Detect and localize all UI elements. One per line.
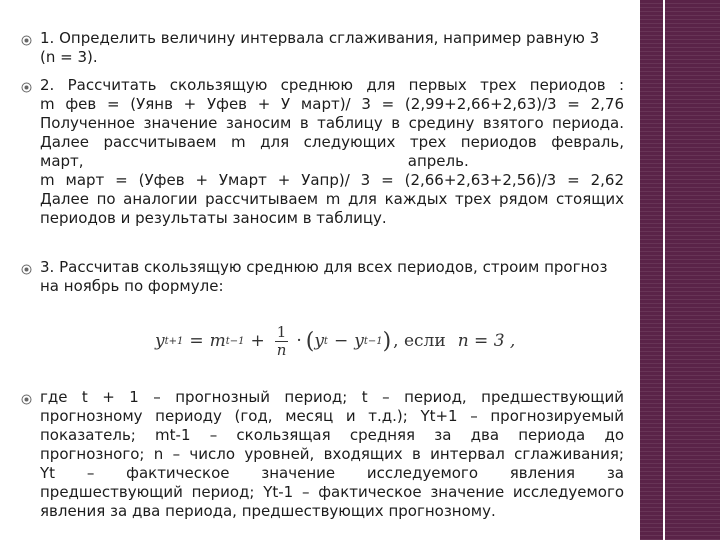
formula-y1-sub: t <box>323 335 328 347</box>
item-line: где t + 1 – прогнозный период; t – период, предшествующий <box>40 388 624 406</box>
formula-fraction <box>275 324 289 359</box>
formula-condition-word: , если <box>393 331 446 351</box>
item-line: 1. Определить величину интервала сглаживания, например равную 3 <box>40 29 600 47</box>
target-bullet-icon <box>21 394 32 405</box>
formula-lhs-var: y <box>155 331 165 351</box>
sidebar-texture <box>640 0 720 540</box>
item-line: периодов и результаты заносим в таблицу. <box>40 209 387 227</box>
fraction-numerator: 1 <box>276 322 287 341</box>
item-line: m март = (Уфев + Умарт + Уапр)/ 3 = (2,66+2,63+2,56)/3 = 2,62 <box>40 171 624 189</box>
formula-eq: = <box>189 331 204 351</box>
item-line: 3. Рассчитав скользящую среднюю для всех периодов, строим прогноз <box>40 258 608 276</box>
formula-y2-sub: t−1 <box>363 335 383 347</box>
item-line: Далее рассчитываем m для следующих трех периодов февраль, <box>40 133 624 151</box>
item-line: Далее по аналогии рассчитываем m для каждых трех рядом стоящих <box>40 190 624 208</box>
forecast-formula <box>155 318 515 364</box>
item-line: Полученное значение заносим в таблицу в средину взятого периода. <box>40 114 624 132</box>
target-bullet-icon <box>21 264 32 275</box>
formula-y1-var: y <box>314 331 324 351</box>
formula-paren-close: ) <box>382 328 392 354</box>
formula-m-sub: t−1 <box>225 335 245 347</box>
formula-paren-open: ( <box>305 328 315 354</box>
item-line: прогнозному периоду (год, месяц и т.д.); Yt+1 – прогнозируемый <box>40 407 624 425</box>
formula-plus: + <box>250 331 265 351</box>
fraction-denominator: n <box>276 340 287 359</box>
formula-m-var: m <box>209 331 226 351</box>
item-line: на ноябрь по формуле: <box>40 277 224 295</box>
sidebar-divider-line <box>663 0 665 540</box>
item-line: 2. Рассчитать скользящую среднюю для первых трех периодов : <box>40 76 624 94</box>
formula-condition: n = 3 , <box>457 331 516 351</box>
formula-lhs-sub: t+1 <box>164 335 184 347</box>
list-item-2 <box>40 76 624 228</box>
item-line: показатель; mt-1 – скользящая средняя за два периода до <box>40 426 624 444</box>
item-line: m фев = (Уянв + Уфев + У март)/ 3 = (2,99+2,66+2,63)/3 = 2,76 <box>40 95 624 113</box>
formula-dot: · <box>296 331 302 351</box>
list-item-3 <box>40 258 624 296</box>
item-line: март, апрель. <box>40 152 469 170</box>
target-bullet-icon <box>21 82 32 93</box>
formula-y2-var: y <box>354 331 364 351</box>
item-line: предшествующий период; Yt-1 – фактическое значение исследуемого <box>40 483 624 501</box>
item-line: явления за два периода, предшествующих прогнозному. <box>40 502 496 520</box>
list-item-4 <box>40 388 624 521</box>
list-item-1 <box>40 29 624 67</box>
decorative-sidebar <box>640 0 720 540</box>
item-line: Yt – фактическое значение исследуемого явления за <box>40 464 624 482</box>
item-line: (n = 3). <box>40 48 98 66</box>
formula-minus: − <box>333 331 349 351</box>
target-bullet-icon <box>21 35 32 46</box>
item-line: прогнозного; n – число уровней, входящих в интервал сглаживания; <box>40 445 624 463</box>
